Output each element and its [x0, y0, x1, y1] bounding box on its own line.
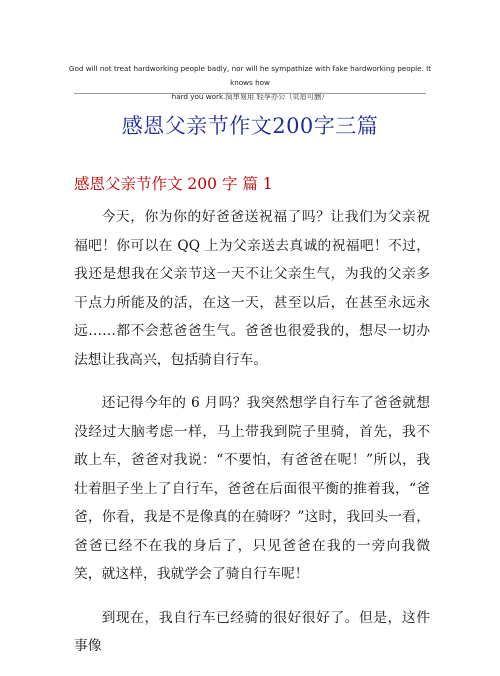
- page-header: [62, 62, 438, 104]
- article-body: [74, 203, 430, 676]
- header-line-2: hard you work.简单易用 轻享办公（页眉可删）: [171, 92, 329, 101]
- paragraph-3: 到现在，我自行车已经骑的很好很好了。但是，这件事像: [74, 609, 430, 654]
- header-divider: [74, 93, 426, 94]
- header-line-1: God will not treat hardworking people badly, nor will he sympathize with fake hardworking people. It knows how: [68, 64, 432, 87]
- paragraph-2: 还记得今年的 6 月吗？我突然想学自行车了爸爸就想没经过大脑考虑一样，马上带我到院子里骑，首先，我不敢上车，爸爸对我说：“不要怕，有爸爸在呢！”所以，我壮着胆子坐上了自行车，爸爸在后面很平衡的推着我，“爸爸，你看，我是不是像真的在骑呀？”这时，我回头一看，爸爸已经不在我的身后了，只见爸爸在我的一旁向我微笑，就这样，我就学会了骑自行车呢！: [74, 395, 430, 582]
- document-title: 感恩父亲节作文200字三篇: [121, 114, 379, 138]
- paragraph-1: 今天，你为你的好爸爸送祝福了吗？让我们为父亲祝福吧！你可以在 QQ 上为父亲送去真诚的祝福吧！不过，我还是想我在父亲节这一天不让父亲生气，为我的父亲多干点力所能及的活，在这一天，甚至以后，在甚至永远永远……都不会惹爸爸生气。爸爸也很爱我的，想尽一切办法想让我高兴，包括骑自行车。: [74, 209, 430, 368]
- section-title: 感恩父亲节作文 200 字 篇 1: [74, 175, 273, 193]
